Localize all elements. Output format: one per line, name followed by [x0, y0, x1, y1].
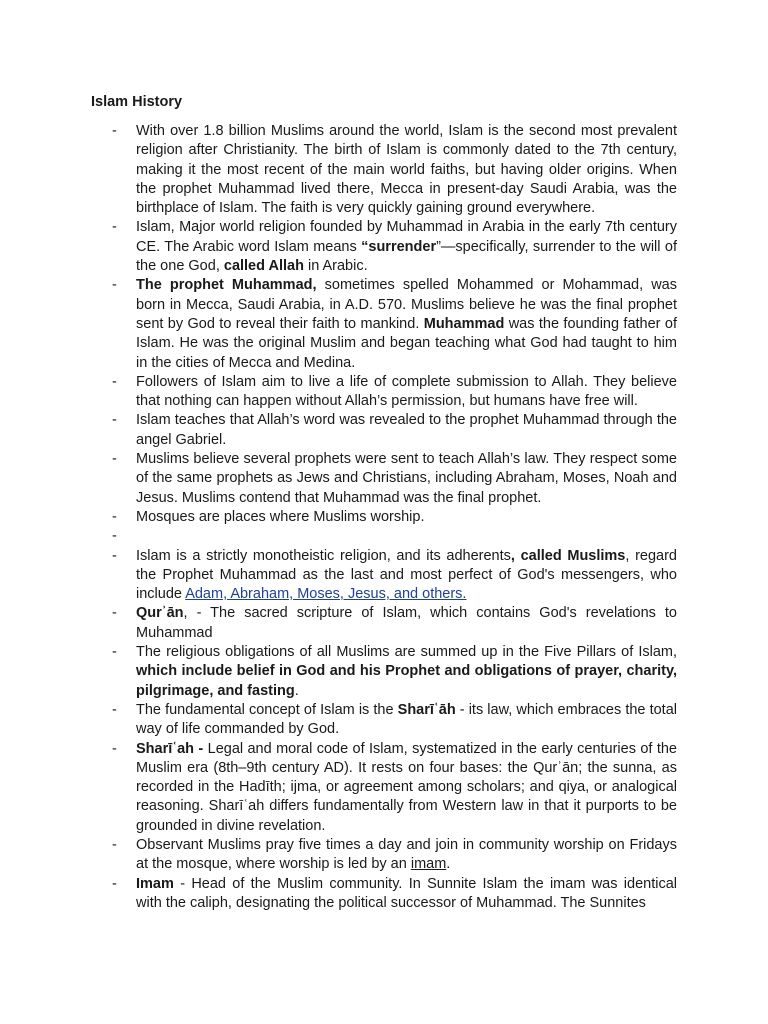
text-run: , regard the Prophet Muhammad as the last and most perfect of God's messengers, who include [136, 547, 677, 603]
bullet-marker: - [112, 123, 117, 139]
bullet-list [110, 122, 677, 913]
text-run: Islam teaches that Allah’s word was revealed to the prophet Muhammad through the angel Gabriel. [136, 412, 677, 448]
list-item-text [136, 836, 677, 875]
list-item [110, 450, 677, 508]
text-run: was the founding father of Islam. He was the original Muslim and began teaching what God had taught to him in the cities of Mecca and Medina. [136, 315, 677, 371]
text-run: Observant Muslims pray five times a day and join in community worship on Fridays at the mosque, where worship is led by an [136, 836, 677, 873]
bullet-marker: - [112, 412, 117, 429]
text-run: sometimes spelled Mohammed or Mohammad, was born in Mecca, Saudi Arabia, in A.D. 570. Muslims believe he was the final prophet sent by God to reveal their faith to mankind. [136, 277, 677, 332]
text-run: ”—specifically, surrender to the will of the one God, [136, 238, 677, 275]
list-item-text [136, 373, 677, 412]
list-item [110, 875, 677, 914]
bold-text: Sharīʿah - [136, 740, 204, 757]
text-run: . [446, 856, 451, 873]
list-item-text [136, 604, 677, 643]
text-run: . [294, 682, 299, 699]
text-run: Legal and moral code of Islam, systematized in the early centuries of the Muslim era (8th–9th century AD). It rests on four bases: the Qurʾān; the sunna, as recorded in the Hadīth; ijma, or agreement among scholars; and qiya, or analogical reasoning. Sharīʿah differs fundamentally from Western law in that it purports to be grounded in divine revelation. [136, 740, 677, 834]
list-item [110, 527, 677, 546]
list-item-text [136, 508, 677, 527]
text-run: Mosques are places where Muslims worship. [136, 508, 425, 525]
list-item [110, 701, 677, 740]
bullet-marker: - [112, 547, 117, 564]
list-item-text [136, 740, 677, 836]
list-item-text [136, 450, 677, 508]
list-item [110, 740, 677, 836]
bold-text: “surrender [361, 238, 437, 255]
list-item-text [136, 643, 677, 701]
bold-text: called Allah [223, 258, 304, 275]
bold-text: Qurʾān [136, 605, 184, 622]
list-item [110, 276, 677, 372]
text-run: Followers of Islam aim to live a life of complete submission to Allah. They believe that nothing can happen without Allah’s permission, but humans have free will. [136, 373, 677, 410]
bold-text: Sharīʿāh [397, 701, 456, 718]
bold-text: which include belief in God and his Prophet and obligations of prayer, charity, pilgrimage, and fasting [136, 663, 677, 699]
bold-text: Muhammad [423, 315, 505, 332]
bold-text: The prophet Muhammad, [136, 277, 317, 294]
text-run: With over 1.8 billion Muslims around the world, Islam is the second most prevalent religion after Christianity. The birth of Islam is commonly dated to the 7th century, making it the most recent of the main world faiths, but having older origins. When the prophet Muhammad lived there, Mecca in present-day Saudi Arabia, was the birthplace of Islam. The faith is very quickly gaining ground everywhere. [136, 123, 677, 217]
list-item [110, 508, 677, 527]
bullet-marker: - [112, 451, 117, 468]
bullet-marker: - [112, 836, 117, 853]
bullet-marker: - [112, 644, 117, 661]
list-item-text [136, 411, 677, 450]
list-item [110, 604, 677, 643]
text-run: Islam is a strictly monotheistic religion, and its adherents [136, 547, 511, 564]
bullet-marker: - [112, 508, 117, 525]
bullet-marker: - [112, 701, 117, 718]
list-item [110, 836, 677, 875]
list-item [110, 373, 677, 412]
bullet-marker: - [112, 875, 117, 892]
list-item [110, 218, 677, 276]
bold-text: Imam [136, 875, 174, 892]
text-run: - its law, which embraces the total way of life commanded by God. [136, 701, 677, 738]
list-item [110, 643, 677, 701]
bold-text: , called Muslims [510, 547, 626, 564]
prophets-link[interactable]: Adam, Abraham, Moses, Jesus, and others. [185, 586, 467, 603]
text-run: Islam, Major world religion founded by Muhammad in Arabia in the early 7th century CE. The Arabic word Islam means [136, 219, 677, 255]
list-item-text [136, 701, 677, 740]
text-run: - Head of the Muslim community. In Sunnite Islam the imam was identical with the caliph, designating the political successor of Muhammad. The Sunnites [136, 875, 677, 911]
text-run: The religious obligations of all Muslims are summed up in the Five Pillars of Islam, [136, 644, 677, 661]
list-item-text [136, 122, 677, 218]
bullet-marker: - [112, 219, 117, 236]
document-title: Islam History [91, 94, 183, 110]
imam-link[interactable]: imam [410, 856, 447, 873]
list-item [110, 122, 677, 218]
text-run: The fundamental concept of Islam is the [136, 701, 398, 718]
list-item-text [136, 218, 677, 276]
bullet-marker: - [112, 605, 117, 622]
list-item-text [136, 875, 677, 914]
bullet-marker: - [112, 528, 117, 545]
list-item [110, 411, 677, 450]
list-item [110, 547, 677, 605]
list-item-text [136, 276, 677, 372]
bullet-marker: - [112, 740, 117, 757]
text-run: , - The sacred scripture of Islam, which contains God's revelations to Muhammad [136, 605, 677, 641]
text-run: Muslims believe several prophets were sent to teach Allah’s law. They respect some of the same prophets as Jews and Christians, including Abraham, Moses, Noah and Jesus. Muslims contend that Muhammad was the final prophet. [136, 451, 677, 506]
bullet-marker: - [112, 373, 117, 390]
text-run: in Arabic. [303, 258, 368, 275]
list-item-text [136, 547, 677, 605]
bullet-marker: - [112, 277, 117, 294]
